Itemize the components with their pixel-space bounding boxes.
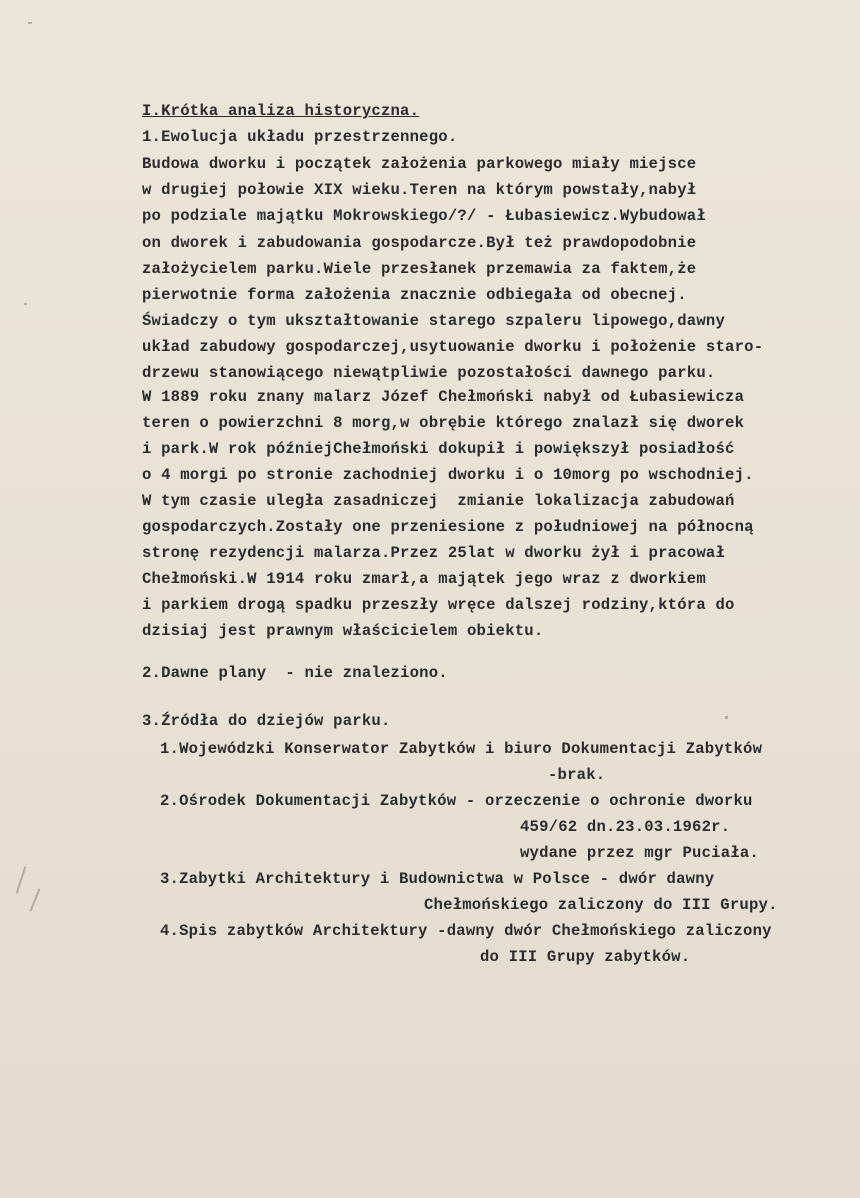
source-item-4-cont: do III Grupy zabytków. (480, 948, 691, 966)
section-1-title: 1.Ewolucja układu przestrzennego. (142, 128, 458, 146)
text-line: dzisiaj jest prawnym właścicielem obiektu. (142, 622, 544, 640)
text-line: układ zabudowy gospodarczej,usytuowanie dworku i położenie staro- (142, 338, 764, 356)
source-item-2-cont: 459/62 dn.23.03.1962r. (520, 818, 731, 836)
text-line: po podziale majątku Mokrowskiego/?/ - Łubasiewicz.Wybudował (142, 207, 706, 225)
text-line: i parkiem drogą spadku przeszły wręce dalszej rodziny,która do (142, 596, 735, 614)
source-item-1: 1.Wojewódzki Konserwator Zabytków i biuro Dokumentacji Zabytków (160, 740, 763, 758)
text-line: założycielem parku.Wiele przesłanek przemawia za faktem,że (142, 260, 697, 278)
section-3-title: 3.Źródła do dziejów parku. (142, 712, 391, 730)
text-line: Świadczy o tym ukształtowanie starego szpaleru lipowego,dawny (142, 312, 726, 330)
text-line: Budowa dworku i początek założenia parkowego miały miejsce (142, 155, 697, 173)
text-line: W tym czasie uległa zasadniczej zmianie lokalizacja zabudowań (142, 492, 735, 510)
source-item-2: 2.Ośrodek Dokumentacji Zabytków - orzeczenie o ochronie dworku (160, 792, 753, 810)
paper-speck (725, 716, 728, 719)
source-item-4: 4.Spis zabytków Architektury -dawny dwór Chełmońskiego zaliczony (160, 922, 772, 940)
text-line: i park.W rok późniejChełmoński dokupił i powiększył posiadłość (142, 440, 735, 458)
source-item-3: 3.Zabytki Architektury i Budownictwa w Polsce - dwór dawny (160, 870, 715, 888)
text-line: on dworek i zabudowania gospodarcze.Był też prawdopodobnie (142, 234, 697, 252)
paper-speck (16, 866, 27, 893)
source-item-1-cont: -brak. (548, 766, 606, 784)
text-line: gospodarczych.Zostały one przeniesione z południowej na północną (142, 518, 754, 536)
source-item-3-cont: Chełmońskiego zaliczony do III Grupy. (424, 896, 778, 914)
source-item-2-cont: wydane przez mgr Puciała. (520, 844, 759, 862)
paper-speck (24, 303, 27, 305)
text-line: w drugiej połowie XIX wieku.Teren na którym powstały,nabył (142, 181, 697, 199)
text-line: o 4 morgi po stronie zachodniej dworku i o 10morg po wschodniej. (142, 466, 754, 484)
text-line: W 1889 roku znany malarz Józef Chełmoński nabył od Łubasiewicza (142, 388, 745, 406)
text-line: Chełmoński.W 1914 roku zmarł,a majątek jego wraz z dworkiem (142, 570, 706, 588)
document-heading: I.Krótka analiza historyczna. (142, 102, 420, 120)
text-line: pierwotnie forma założenia znacznie odbiegała od obecnej. (142, 286, 687, 304)
section-2: 2.Dawne plany - nie znaleziono. (142, 664, 448, 682)
paper-speck (28, 22, 32, 24)
text-line: drzewu stanowiącego niewątpliwie pozostałości dawnego parku. (142, 364, 716, 382)
paper-speck (30, 888, 41, 911)
text-line: stronę rezydencji malarza.Przez 25lat w dworku żył i pracował (142, 544, 726, 562)
text-line: teren o powierzchni 8 morg,w obrębie którego znalazł się dworek (142, 414, 745, 432)
